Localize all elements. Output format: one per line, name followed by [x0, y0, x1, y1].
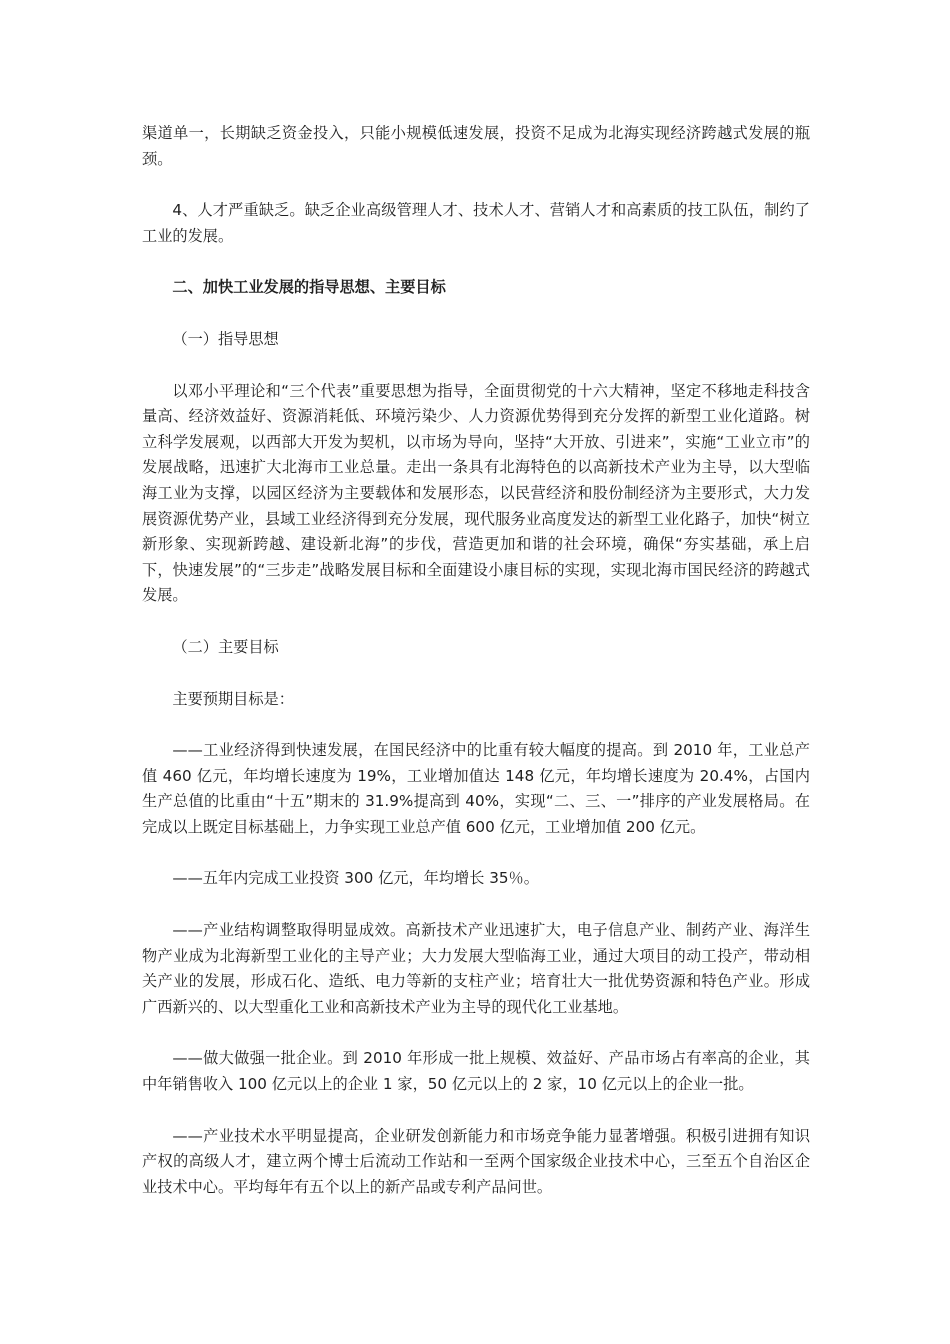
- paragraph-target-enterprises: ——做大做强一批企业。到 2010 年形成一批上规模、效益好、产品市场占有率高的企业，其中年销售收入 100 亿元以上的企业 1 家，50 亿元以上的 2 家，10 亿元以上的企业一批。: [142, 1049, 810, 1094]
- paragraph-target-investment: ——五年内完成工业投资 300 亿元，年均增长 35％。: [172, 869, 539, 888]
- paragraph-target-industrial-output: ——工业经济得到快速发展，在国民经济中的比重有较大幅度的提高。到 2010 年，工业总产值 460 亿元，年均增长速度为 19%，工业增加值达 148 亿元，年均增长速度为 20.4%，占国内生产总值的比重由“十五”期末的 31.9%提高到 40%，实现“二、三、一”排序的产业发展格局。在完成以上既定目标基础上，力争实现工业总产值 600 亿元，工业增加值 200 亿元。: [142, 741, 810, 836]
- paragraph-talent-shortage: 4、人才严重缺乏。缺乏企业高级管理人才、技术人才、营销人才和高素质的技工队伍，制约了工业的发展。: [142, 201, 810, 245]
- section-heading: 二、加快工业发展的指导思想、主要目标: [172, 278, 446, 297]
- paragraph-target-technology: ——产业技术水平明显提高，企业研发创新能力和市场竞争能力显著增强。积极引进拥有知识产权的高级人才，建立两个博士后流动工作站和一至两个国家级企业技术中心，三至五个自治区企业技术中心。平均每年有五个以上的新产品或专利产品问世。: [142, 1126, 810, 1196]
- paragraph-channel-bottleneck: 渠道单一，长期缺乏资金投入，只能小规模低速发展，投资不足成为北海实现经济跨越式发展的瓶颈。: [142, 124, 810, 168]
- subheading-guiding-ideology: （一）指导思想: [172, 329, 279, 348]
- subheading-main-targets: （二）主要目标: [172, 637, 279, 656]
- paragraph-guiding-ideology: 以邓小平理论和“三个代表”重要思想为指导，全面贯彻党的十六大精神，坚定不移地走科技含量高、经济效益好、资源消耗低、环境污染少、人力资源优势得到充分发挥的新型工业化道路。树立科学发展观，以西部大开发为契机，以市场为导向，坚持“大开放、引进来”，实施“工业立市”的发展战略，迅速扩大北海市工业总量。走出一条具有北海特色的以高新技术产业为主导，以大型临海工业为支撑，以园区经济为主要载体和发展形态，以民营经济和股份制经济为主要形式，大力发展资源优势产业，县域工业经济得到充分发展，现代服务业高度发达的新型工业化路子，加快“树立新形象、实现新跨越、建设新北海”的步伐，营造更加和谐的社会环境，确保“夯实基础，承上启下，快速发展”的“三步走”战略发展目标和全面建设小康目标的实现，实现北海市国民经济的跨越式发展。: [142, 381, 810, 605]
- document-page: [142, 121, 810, 1226]
- paragraph-targets-intro: 主要预期目标是：: [172, 689, 294, 708]
- paragraph-target-industry-structure: ——产业结构调整取得明显成效。高新技术产业迅速扩大，电子信息产业、制药产业、海洋生物产业成为北海新型工业化的主导产业；大力发展大型临海工业，通过大项目的动工投产，带动相关产业的发展，形成石化、造纸、电力等新的支柱产业；培育壮大一批优势资源和特色产业。形成广西新兴的、以大型重化工业和高新技术产业为主导的现代化工业基地。: [142, 921, 810, 1016]
